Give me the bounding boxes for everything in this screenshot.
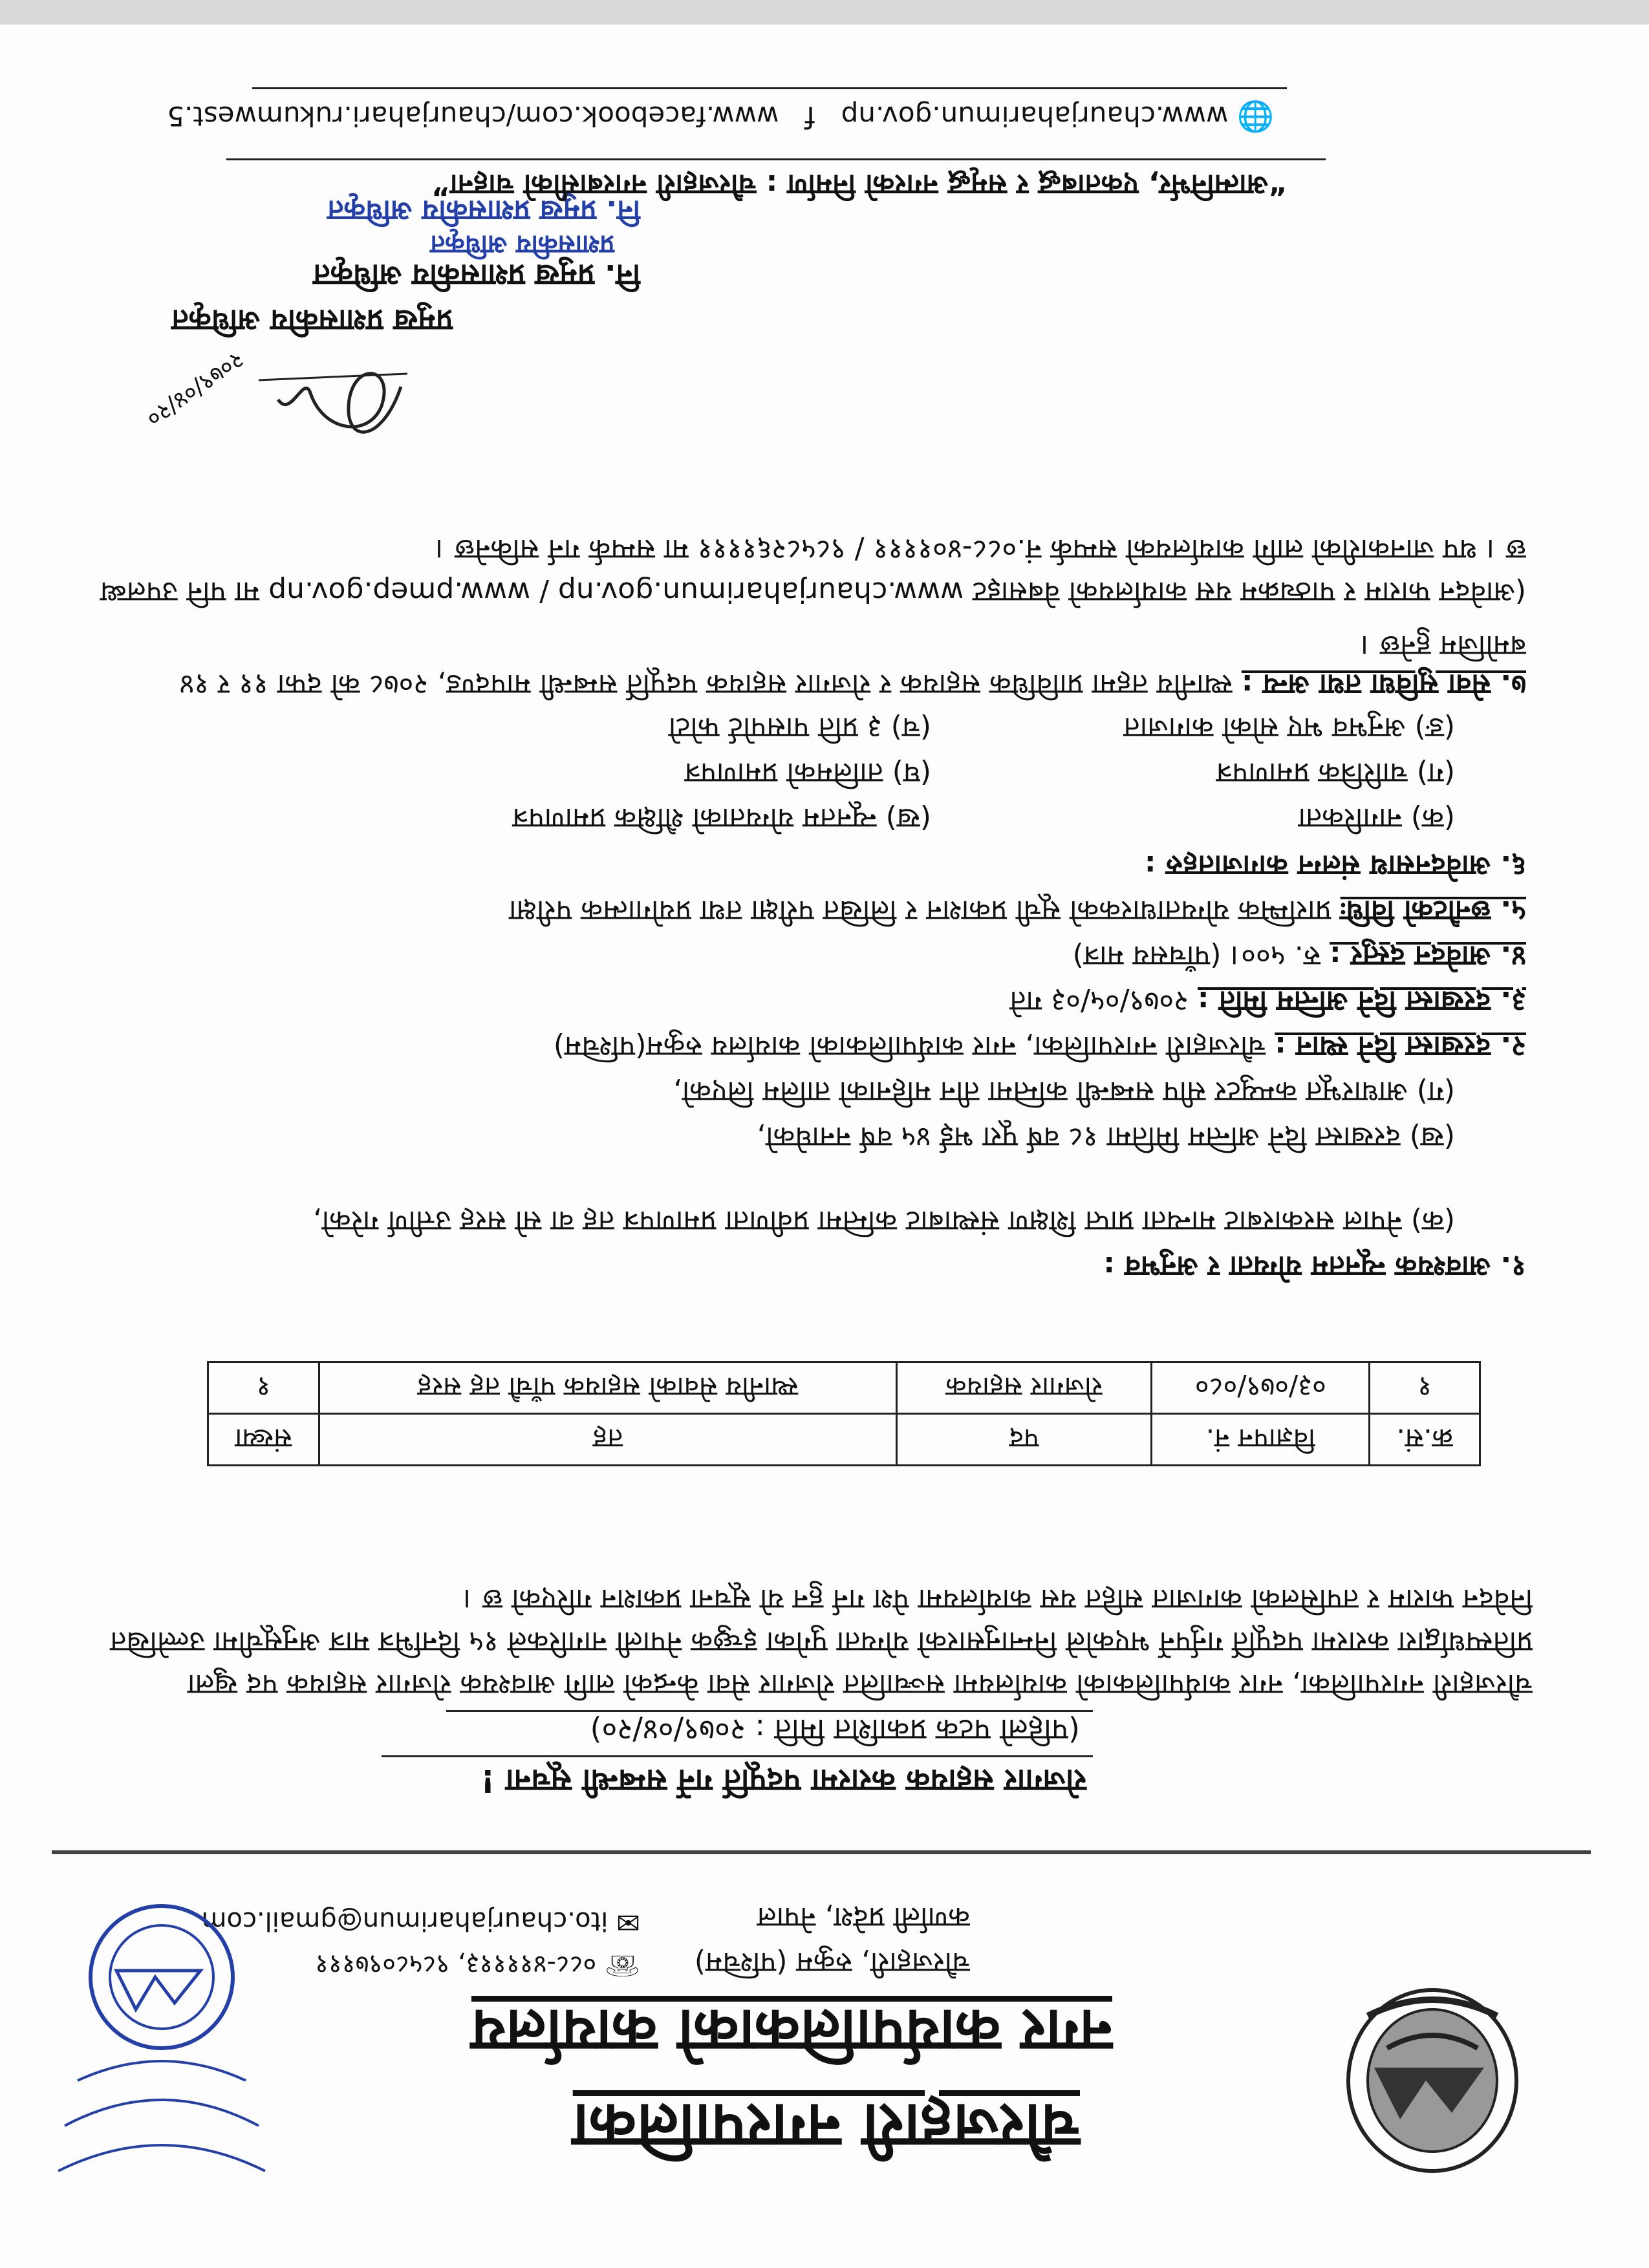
column-header: संख्या [208,1414,319,1466]
document-item: (ख) न्यूनतम योग्यताको शैक्षिक प्रमाणपत्र [512,802,931,835]
vacancy-table [207,1361,1481,1466]
phone-contact [315,1948,640,1984]
mail-icon: ✉ [616,1905,640,1938]
facebook-link[interactable]: www.facebook.com/chaurjahari.rukumwest.5 [167,100,779,132]
item-value: रु. ५००। (पाँचसय मात्र) [1072,939,1330,972]
requirements-title: १. आवश्यक न्यूनतम योग्यता र अनुभव : [1103,1250,1526,1283]
table-cell: १ [208,1362,319,1414]
heading-underline [382,1755,1093,1757]
signatory-role: नि. प्रमुख प्रशासकीय अधिकृत [313,258,640,293]
item-value: स्थानीय तहमा प्राविधिक सहायक र रोजगार सहायक पदपूर्ति सम्बन्धी मापदण्ड, २०७८ को दफा ११ र १४ बमोजिम हुनेछ । [179,629,1526,701]
item-label: २. दरखास्त दिने स्थान : [1275,1030,1526,1063]
signatory-stamp: नि. प्रमुख प्रशासकीय अधिकृत [327,194,640,227]
table-header-row [208,1414,1480,1466]
government-emblem-icon [1342,1984,1523,2177]
table-cell: १ [1370,1362,1480,1414]
item-value: प्रारम्भिक योग्यताधारकको सूची प्रकाशन र लिखित परीक्षा तथा प्रयोगात्मक परीक्षा [509,894,1341,927]
slogan-underline [226,158,1326,160]
application-fee [1073,936,1526,975]
municipality-name: चौरजहारी नगरपालिका [572,2090,1080,2163]
footer-links [167,99,1274,134]
item-value: चौरजहारी नगरपालिका, नगर कार्यपालिकाको कार्यालय रुकुम(पश्चिम) [553,1030,1275,1063]
selection-method [509,891,1526,930]
column-header: तह [319,1414,896,1466]
document-item: (ग) चारित्रिक प्रमाणपत्र [1216,756,1455,789]
item-label: ३. दरखास्त दिने अन्तिम मिति : [1197,985,1526,1018]
signature-date: २०७९/०४/२० [141,346,249,433]
document-item: (घ) तालिमको प्रमाणपत्र [684,756,931,789]
signatory-role-stamp: प्रशासकीय अधिकृत [430,230,614,259]
requirement-b: (ख) दरखास्त दिने अन्तिम मितिमा १८ वर्ष पूरा भई ४५ वर्ष ननाघेको, [757,1120,1455,1153]
email-address: ito.chaurjaharimun@gmail.com [201,1906,609,1936]
subheading-underline [446,1710,1093,1712]
document-item: (ङ) अनुभव भए सोको कागजात [1123,711,1455,744]
footer-underline [252,87,1287,89]
table-cell: रोजगार सहायक [897,1362,1152,1414]
footer-slogan: “आत्मनिर्भर, एकताबद्ध र समृद्ध नगरको निर्माण : चौरजहारी नगरबासीको चाहना” [431,168,1287,201]
notice-intro: चौरजहारी नगरपालिका, नगर कार्यपालिकाको कार्यालयमा सञ्चालित रोजगार सेवा केन्द्रको लागि आवश्यक रोजगार सहायक पद खुला प्रतिस्पर्धाद्वारा करारमा पदपूर्ति गर्नुपर्ने भएकोले निम्नानुसारको योग्यता पुगेका इच्छुक नेपाली नागरिकले १५ दिनभित्र मात्र अनुसूचीमा उल्लेखित निवेदन फाराम र तपसिलको कागजात सहित यस कार्यालयमा पेश गर्न हुन यो सूचना प्रकाशन गरिएको छ । [110,1583,1533,1701]
item-label: ७. सेवा सुविधा तथा अन्य : [1241,668,1526,701]
table-cell: स्थानीय सेवाको सहायक पाँचौ तह सरह [319,1362,896,1414]
header-divider [52,1850,1591,1854]
facebook-icon: f [804,100,815,134]
address-line-2: कर्णाली प्रदेश, नेपाल [757,1901,970,1934]
item-label: ४. आवेदन दस्तुर : [1330,939,1526,972]
signatory-name: प्रमुख प्रशासकीय अधिकृत [171,303,453,338]
service-facilities [103,626,1526,703]
office-name: नगर कार्यपालिकाको कार्यालय [471,1996,1112,2066]
table-cell: ०३/०७९/०८० [1152,1362,1370,1414]
column-header: विज्ञापन नं. [1152,1414,1370,1466]
column-header: पद [897,1414,1152,1466]
notice-heading: रोजगार सहायक करारमा पदपूर्ति गर्ने सम्बन्धी सूचना ! [480,1762,1086,1799]
document-item: (च) ३ प्रति पासपोर्ट फोटो [668,711,931,744]
column-header: क्र.सं. [1370,1414,1480,1466]
requirement-a: (क) नेपाल सरकारबाट मान्यता प्राप्त शिक्षण संस्थाबाट कम्तिमा प्रवीणता प्रमाणपत्र तह वा सो सरह उत्तीर्ण गरेको, [312,1204,1455,1237]
application-deadline [1009,981,1526,1020]
document-item: (क) नागरिकता [1298,802,1455,835]
phone-number: ०८८-४११११३, ९८५८०९७१११ [315,1949,597,1979]
table-row [208,1362,1480,1414]
item-label: ५. छनौटको विधिः [1340,894,1526,927]
contact-note: (आवेदन फाराम र पाठ्यक्रम यस कार्यालयको वेबसाइट www.chaurjaharimun.gov.np / www.pmep.gov.np मा पनि उपलब्ध छ । थप जानकारीको लागि कार्यालयको सम्पर्क नं.०८८-४०११११ / ९८५८२६११११ मा सम्पर्क गर्न सकिनेछ । [100,533,1526,608]
documents-title: ६. आवेदनसाथ संलग्न कागजातहरु : [1144,849,1526,882]
application-place [554,1027,1526,1065]
office-stamp [45,1893,278,2197]
item-value: २०७९/०५/०३ गते [1009,985,1198,1018]
phone-icon: ☏ [604,1949,640,1982]
address-line-1: चौरजहारी, रुकुम (पश्चिम) [694,1946,970,1979]
website-link[interactable]: www.chaurjaharimun.gov.np [841,100,1229,132]
globe-icon: 🌐 [1236,100,1274,134]
requirement-c: (ग) आधारभूत कम्प्युटर सीप सम्बन्धी कम्तिमा तीन महिनाको तालिम लिएको, [673,1075,1455,1108]
notice-subheading: (पहिलो पटक प्रकाशित मिति : २०७९/०४/२०) [590,1713,1080,1748]
